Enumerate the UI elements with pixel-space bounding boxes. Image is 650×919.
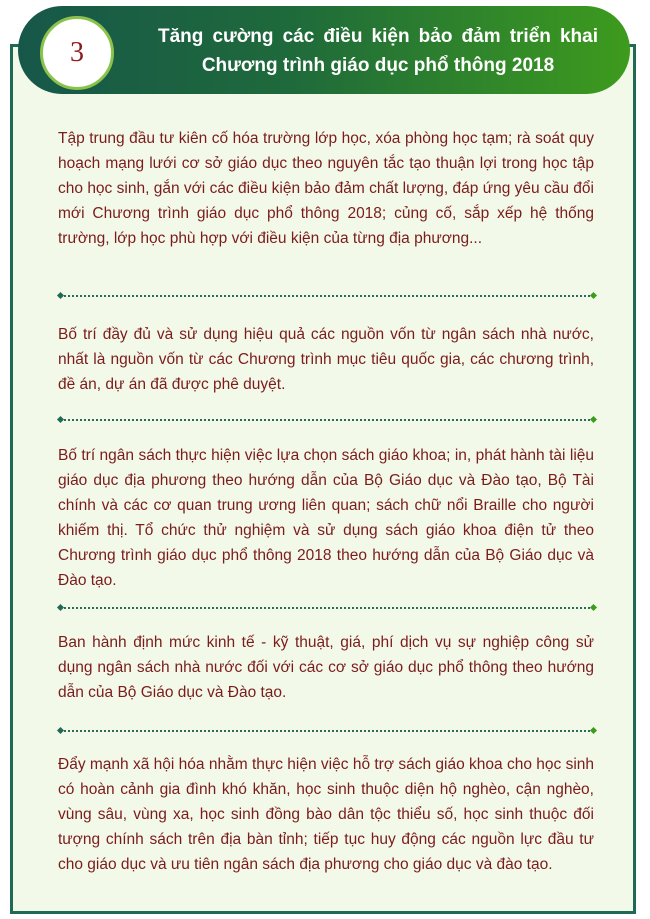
divider-diamond-icon xyxy=(57,727,64,734)
section-number: 3 xyxy=(70,37,84,68)
divider-diamond-icon xyxy=(590,727,597,734)
section-header xyxy=(18,6,630,94)
divider-diamond-icon xyxy=(57,416,64,423)
divider-diamond-icon xyxy=(57,604,64,611)
divider-diamond-icon xyxy=(590,604,597,611)
section-title: Tăng cường các điều kiện bảo đảm triển khai Chương trình giáo dục phổ thông 2018 xyxy=(158,26,598,76)
paragraph-1: Tập trung đầu tư kiên cố hóa trường lớp học, xóa phòng học tạm; rà soát quy hoạch mạng lưới cơ sở giáo dục theo nguyên tắc tạo thuận lợi trong học tập cho học sinh, gắn với các điều kiện bảo đảm chất lượng, đáp ứng yêu cầu đổi mới Chương trình giáo dục phổ thông 2018; củng cố, sắp xếp hệ thống trường, lớp học phù hợp với điều kiện của từng địa phương... xyxy=(58,130,594,247)
paragraph-4: Ban hành định mức kinh tế - kỹ thuật, giá, phí dịch vụ sự nghiệp công sử dụng ngân sách nhà nước đối với các cơ sở giáo dục phổ thông theo hướng dẫn của Bộ Giáo dục và Đào tạo. xyxy=(58,634,594,701)
dotted-divider xyxy=(58,604,596,612)
divider-diamond-icon xyxy=(57,292,64,299)
divider-diamond-icon xyxy=(590,292,597,299)
paragraph-2: Bố trí đầy đủ và sử dụng hiệu quả các nguồn vốn từ ngân sách nhà nước, nhất là nguồn vốn từ các Chương trình mục tiêu quốc gia, các chương trình, đề án, dự án đã được phê duyệt. xyxy=(58,326,594,393)
dotted-divider xyxy=(58,727,596,735)
paragraph-3: Bố trí ngân sách thực hiện việc lựa chọn sách giáo khoa; in, phát hành tài liệu giáo dục địa phương theo hướng dẫn của Bộ Giáo dục và Đào tạo, Bộ Tài chính và các cơ quan trung ương liên quan; sách chữ nổi Braille cho người khiếm thị. Tổ chức thử nghiệm và sử dụng sách giáo khoa điện tử theo Chương trình giáo dục phổ thông 2018 theo hướng dẫn của Bộ Giáo dục và Đào tạo. xyxy=(58,447,594,589)
dotted-divider xyxy=(58,416,596,424)
divider-diamond-icon xyxy=(590,416,597,423)
section-number-badge xyxy=(40,16,114,90)
dotted-divider xyxy=(58,292,596,300)
paragraph-5: Đẩy mạnh xã hội hóa nhằm thực hiện việc hỗ trợ sách giáo khoa cho học sinh có hoàn cảnh gia đình khó khăn, học sinh thuộc diện hộ nghèo, cận nghèo, vùng sâu, vùng xa, học sinh đồng bào dân tộc thiểu số, học sinh thuộc đối tượng chính sách trên địa bàn tỉnh; tiếp tục huy động các nguồn lực đầu tư cho giáo dục và ưu tiên ngân sách địa phương cho giáo dục và đào tạo. xyxy=(58,756,594,873)
